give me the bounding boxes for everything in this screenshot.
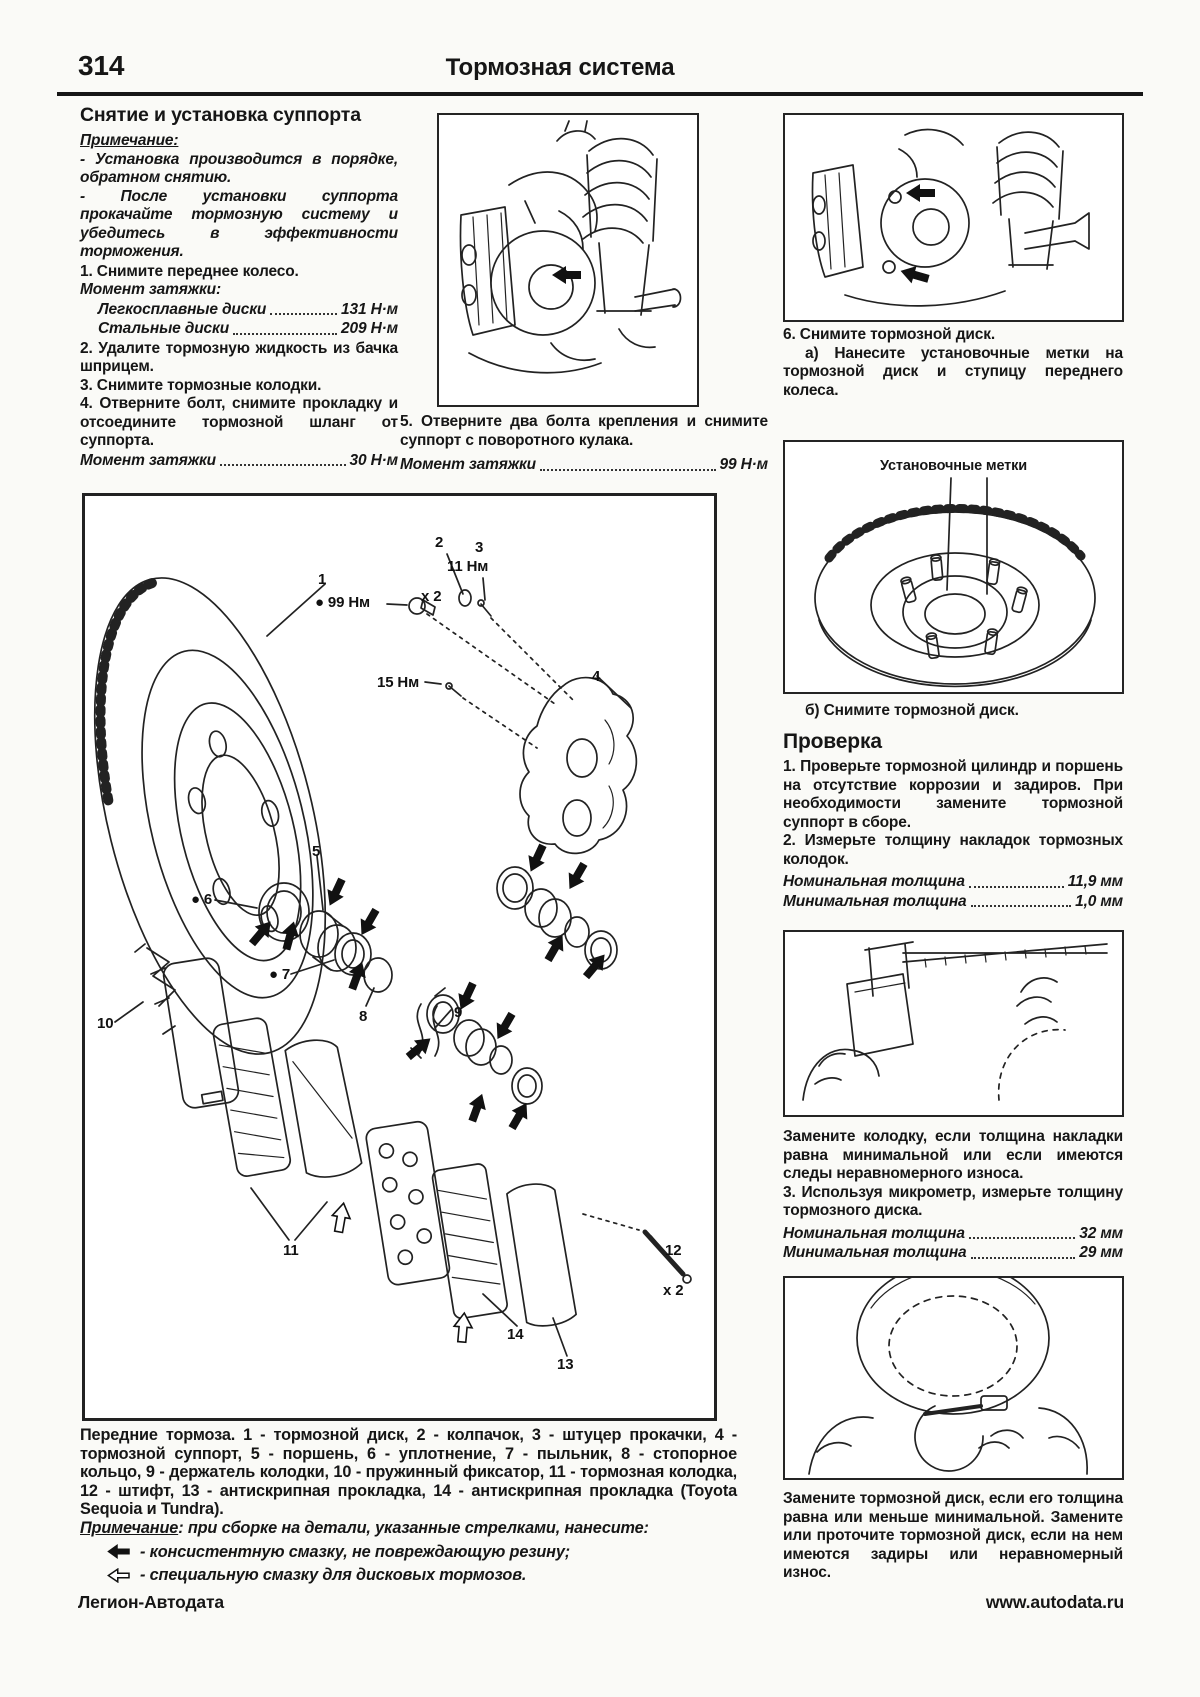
spec-value: 29 мм (1079, 1244, 1123, 1261)
dot-leader (270, 313, 337, 315)
spec-row (400, 456, 768, 475)
caliper-bolts-illustration (785, 115, 1122, 320)
diagram-label: x 2 (421, 588, 442, 605)
dot-leader (971, 905, 1072, 907)
diagram-label: ● 7 (269, 966, 291, 983)
caliper-removal-illustration (439, 115, 697, 405)
diagram-caption (80, 1426, 737, 1585)
exploded-diagram-illustration (85, 496, 714, 1418)
pad-measurement-illustration (785, 932, 1122, 1115)
inspection-step-2: 2. Измерьте толщину накладок тормозных колодок. (783, 832, 1123, 868)
inspection-step-3: 3. Используя микрометр, измерьте толщину тормозного диска. (783, 1183, 1123, 1219)
diagram-label: 11 (283, 1242, 299, 1259)
diagram-label: 13 (557, 1356, 574, 1373)
figure-pad-thickness-measurement (783, 930, 1124, 1117)
step-5: 5. Отверните два болта крепления и снимите суппорт с поворотного кулака. (400, 413, 768, 449)
solid-left-arrow-icon (106, 1544, 131, 1559)
figure-disc-thickness-measurement (783, 1276, 1124, 1480)
diagram-label: ● 6 (191, 891, 213, 908)
diagram-label: 2 (435, 534, 444, 551)
pad-replace-note: Замените колодку, если толщина накладки равна минимальной или если имеются следы неравномерного износа. (783, 1128, 1123, 1182)
spec-label: Номинальная толщина (783, 873, 965, 890)
diagram-label: 9 (454, 1004, 463, 1021)
diagram-label: 3 (475, 539, 484, 556)
diagram-label: 15 Нм (377, 674, 420, 691)
website-footer: www.autodata.ru (985, 1592, 1124, 1612)
legend-text: - консистентную смазку, не повреждающую резину; (140, 1542, 571, 1561)
diagram-label: ● 99 Нм (315, 594, 370, 611)
spec-value: 99 Н·м (719, 456, 768, 473)
figure-label: Установочные метки (880, 458, 1027, 474)
step-6b-block (805, 702, 1123, 721)
dot-leader (971, 1257, 1076, 1259)
spec-row (98, 320, 398, 339)
section-heading: Снятие и установка суппорта (80, 104, 361, 126)
spec-label: Легкосплавные диски (98, 300, 267, 318)
diagram-label: 11 Нм (447, 558, 489, 575)
legend-text: - специальную смазку для дисковых тормозов. (140, 1566, 527, 1585)
page-title: Тормозная система (445, 54, 675, 81)
spec-value: 32 мм (1079, 1224, 1123, 1242)
left-column (80, 104, 398, 471)
dot-leader (233, 333, 337, 335)
right-step6-block (783, 326, 1123, 400)
note-item: - После установки суппорта прокачайте тормозную систему и убедитесь в эффективности торможения. (80, 187, 398, 260)
dot-leader (969, 1237, 1075, 1239)
spec-row (783, 1225, 1123, 1244)
step-6: 6. Снимите тормозной диск. (783, 326, 995, 343)
spec-label: Номинальная толщина (783, 1224, 965, 1242)
diagram-label: 14 (507, 1326, 524, 1343)
inspection-block-3 (783, 1490, 1123, 1583)
caption-note-label: Примечание (80, 1518, 179, 1537)
page-number: 314 (78, 50, 125, 81)
middle-column (400, 413, 768, 476)
spec-value: 131 Н·м (341, 300, 398, 318)
step-6a: а) Нанесите установочные метки на тормозной диск и ступицу переднего колеса. (783, 344, 1123, 399)
dot-leader (220, 464, 346, 466)
legend-row (80, 1566, 737, 1585)
disc-replace-note: Замените тормозной диск, если его толщина равна или меньше минимальной. Замените или проточите тормозной диск, если на нем имеются задиры или неравномерный износ. (783, 1490, 1123, 1581)
spec-label: Минимальная толщина (783, 1244, 967, 1261)
inspection-block-1 (783, 730, 1123, 912)
dot-leader (969, 886, 1064, 888)
diagram-label: 4 (592, 668, 601, 685)
caption-text: Передние тормоза. 1 - тормозной диск, 2 - колпачок, 3 - штуцер прокачки, 4 - тормозной суппорт, 5 - поршень, 6 - уплотнение, 7 - пыльник, 8 - стопорное кольцо, 9 - держатель колодки, 10 - пружинный фиксатор, 11 - тормозная колодка, 12 - штифт, 13 - антискрипная прокладка, 14 - антискрипная прокладка (Toyota Sequoia и Tundra). (80, 1426, 737, 1519)
diagram-label: 8 (359, 1008, 368, 1025)
note-item: - Установка производится в порядке, обратном снятию. (80, 150, 398, 186)
step-1: 1. Снимите переднее колесо. (80, 262, 299, 280)
note-label: Примечание: (80, 132, 179, 149)
spec-label: Момент затяжки (400, 456, 536, 473)
figure-disc-marks (783, 440, 1124, 694)
spec-row (80, 452, 398, 471)
diagram-label: 12 (665, 1242, 682, 1259)
inspection-step-1: 1. Проверьте тормозной цилиндр и поршень на отсутствие коррозии и задиров. При необходимости замените тормозной суппорт в сборе. (783, 758, 1123, 831)
inspection-block-2 (783, 1128, 1123, 1264)
disc-measurement-illustration (785, 1278, 1122, 1478)
step-4: 4. Отверните болт, снимите прокладку и отсоедините тормозной шланг от суппорта. (80, 395, 398, 449)
spec-label: Стальные диски (98, 320, 230, 337)
disc-marks-illustration (785, 442, 1122, 692)
figure-caliper-bolts (783, 113, 1124, 322)
caption-note (80, 1519, 737, 1538)
header-rule (57, 92, 1143, 96)
spec-label: Минимальная толщина (783, 892, 967, 910)
outline-left-arrow-icon (106, 1568, 131, 1583)
torque-label: Момент затяжки: (80, 281, 222, 298)
spec-value: 11,9 мм (1067, 873, 1123, 890)
dot-leader (540, 469, 716, 471)
spec-row (783, 893, 1123, 912)
spec-value: 209 Н·м (341, 320, 398, 337)
diagram-label: 1 (318, 571, 327, 588)
step-2: 2. Удалите тормозную жидкость из бачка шприцем. (80, 339, 398, 375)
spec-value: 1,0 мм (1075, 892, 1123, 910)
publisher-footer: Легион-Автодата (78, 1592, 225, 1612)
step-3: 3. Снимите тормозные колодки. (80, 376, 322, 394)
spec-row (783, 1244, 1123, 1263)
figure-caliper-removal (437, 113, 699, 407)
legend-row (80, 1543, 737, 1562)
caption-note-text: : при сборке на детали, указанные стрелками, нанесите: (178, 1518, 649, 1537)
step-6b: б) Снимите тормозной диск. (805, 702, 1019, 719)
diagram-label: 10 (97, 1015, 114, 1032)
inspection-heading: Проверка (783, 730, 882, 753)
spec-row (98, 301, 398, 320)
diagram-label: 5 (312, 843, 321, 860)
spec-row (783, 873, 1123, 892)
diagram-label: x 2 (663, 1282, 684, 1299)
main-exploded-diagram (82, 493, 717, 1421)
spec-label: Момент затяжки (80, 451, 216, 469)
spec-value: 30 Н·м (349, 451, 398, 469)
